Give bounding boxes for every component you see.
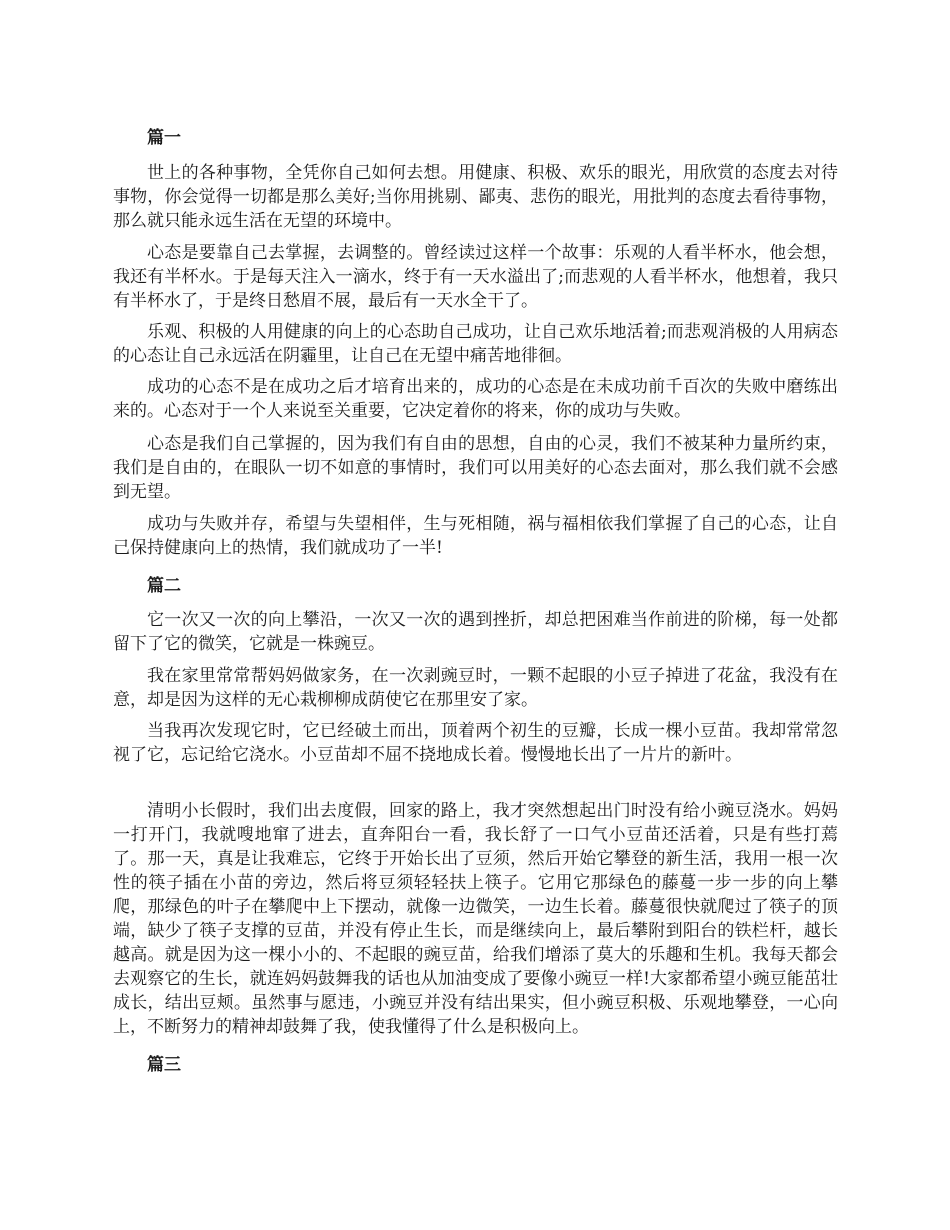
paragraph: 心态是要靠自己去掌握，去调整的。曾经读过这样一个故事：乐观的人看半杯水，他会想，我还有半杯水。于是每天注入一滴水，终于有一天水溢出了;而悲观的人看半杯水，他想着，我只有半杯水了，于是终日愁眉不展，最后有一天水全干了。 [113, 243, 838, 311]
paragraph: 清明小长假时，我们出去度假，回家的路上，我才突然想起出门时没有给小豌豆浇水。妈妈一打开门，我就嗖地窜了进去，直奔阳台一看，我长舒了一口气小豆苗还活着，只是有些打蔫了。那一天，真是让我难忘，它终于开始长出了豆须，然后开始它攀登的新生活，我用一根一次性的筷子插在小苗的旁边，然后将豆须轻轻扶上筷子。它用它那绿色的藤蔓一步一步的向上攀爬，那绿色的叶子在攀爬中上下摆动，就像一边微笑，一边生长着。藤蔓很快就爬过了筷子的顶端，缺少了筷子支撑的豆苗，并没有停止生长，而是继续向上，最后攀附到阳台的铁栏杆，越长越高。就是因为这一棵小小的、不起眼的豌豆苗，给我们增添了莫大的乐趣和生机。我每天都会去观察它的生长，就连妈妈鼓舞我的话也从加油变成了要像小豌豆一样!大家都希望小豌豆能茁壮成长，结出豆颊。虽然事与愿违，小豌豆并没有结出果实，但小豌豆积极、乐观地攀登，一心向上，不断努力的精神却鼓舞了我，使我懂得了什么是积极向上。 [113, 801, 838, 1037]
paragraph: 我在家里常常帮妈妈做家务，在一次剥豌豆时，一颗不起眼的小豆子掉进了花盆，我没有在意，却是因为这样的无心栽柳柳成荫使它在那里安了家。 [113, 666, 838, 710]
section-heading-2: 篇二 [147, 576, 181, 596]
paragraph: 成功与失败并存，希望与失望相伴，生与死相随，祸与福相依我们掌握了自己的心态，让自己保持健康向上的热情，我们就成功了一半! [113, 514, 838, 558]
section-heading-3: 篇三 [147, 1055, 181, 1075]
paragraph: 心态是我们自己掌握的，因为我们有自由的思想，自由的心灵，我们不被某种力量所约束，我们是自由的，在眼队一切不如意的事情时，我们可以用美好的心态去面对，那么我们就不会感到无望。 [113, 434, 838, 502]
paragraph: 当我再次发现它时，它已经破土而出，顶着两个初生的豆瓣，长成一棵小豆苗。我却常常忽视了它，忘记给它浇水。小豆苗却不屈不挠地成长着。慢慢地长出了一片片的新叶。 [113, 721, 838, 765]
paragraph: 乐观、积极的人用健康的向上的心态助自己成功，让自己欢乐地活着;而悲观消极的人用病态的心态让自己永远活在阴霾里，让自己在无望中痛苦地徘徊。 [113, 322, 838, 366]
paragraph: 成功的心态不是在成功之后才培育出来的，成功的心态是在未成功前千百次的失败中磨练出来的。心态对于一个人来说至关重要，它决定着你的将来，你的成功与失败。 [113, 377, 838, 421]
paragraph: 世上的各种事物，全凭你自己如何去想。用健康、积极、欢乐的眼光，用欣赏的态度去对待事物，你会觉得一切都是那么美好;当你用挑剔、鄙夷、悲伤的眼光，用批判的态度去看待事物，那么就只能永远生活在无望的环境中。 [113, 163, 838, 231]
paragraph: 它一次又一次的向上攀沿，一次又一次的遇到挫折，却总把困难当作前进的阶梯，每一处都留下了它的微笑，它就是一株豌豆。 [113, 610, 838, 654]
section-heading-1: 篇一 [147, 128, 181, 148]
